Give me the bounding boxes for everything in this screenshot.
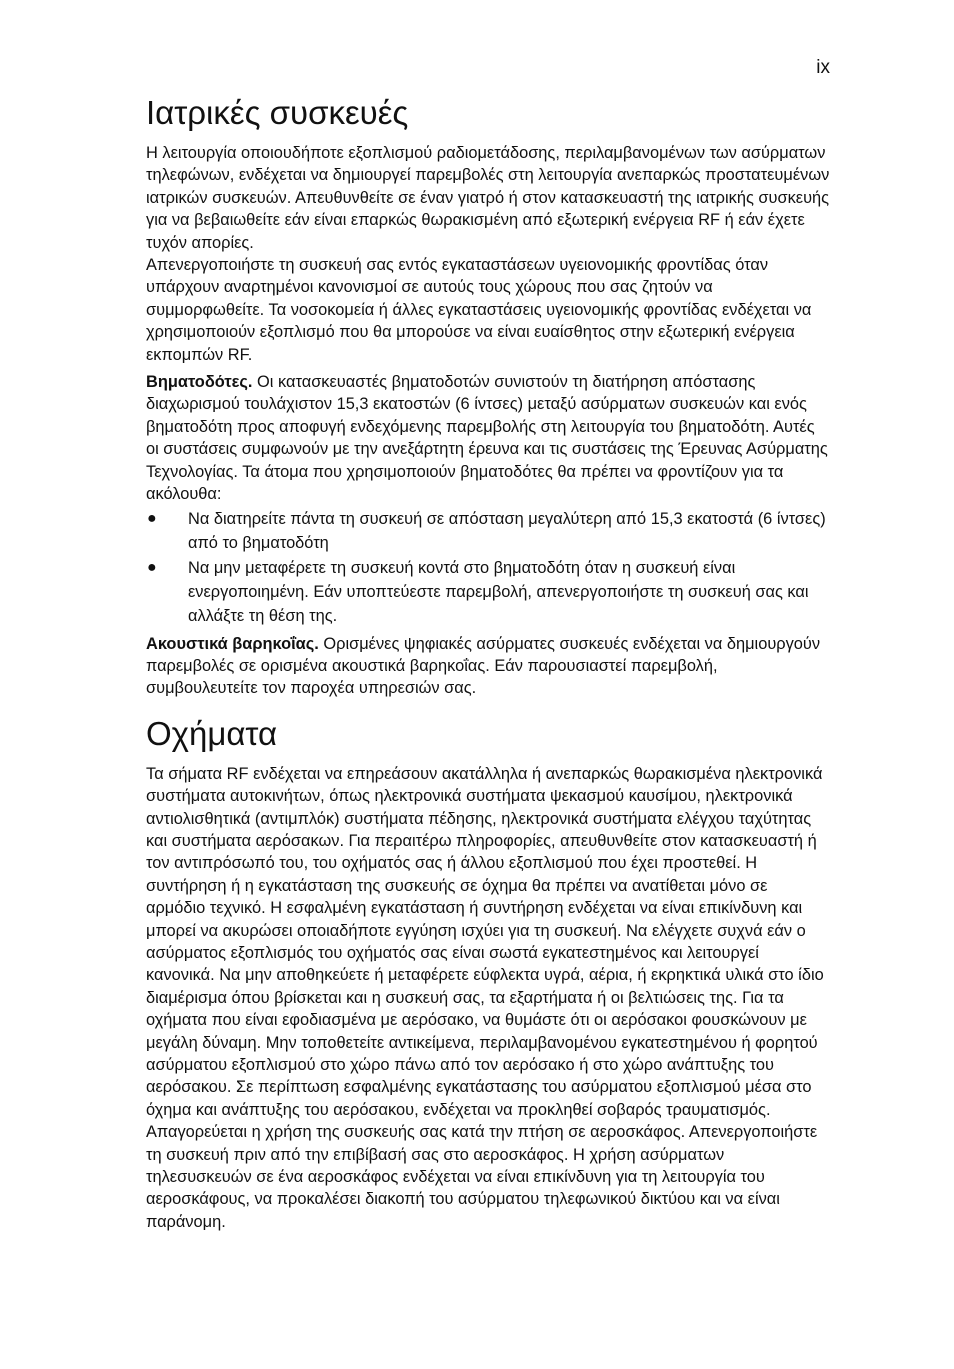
pacemakers-text: Οι κατασκευαστές βηματοδοτών συνιστούν τη διατήρηση απόστασης διαχωρισμού τουλάχιστον 15,3 εκατοστών (6 ίντσες) μεταξύ ασύρματων συσκευών και ενός βηματοδότη προς αποφυγή ενδεχόμενης παρεμβολής στη λειτουργία του βηματοδότη. Αυτές οι συστάσεις συμφωνούν με την ανεξάρτητη έρευνα και τις συστάσεις της Έρευνας Ασύρματης Τεχνολογίας. Τα άτομα που χρησιμοποιούν βηματοδότες θα πρέπει να φροντίζουν για τα ακόλουθα: xyxy=(146,373,828,504)
hearing-aids-lead: Ακουστικά βαρηκοΐας. xyxy=(146,634,319,653)
bullet-text: Να μην μεταφέρετε τη συσκευή κοντά στο βηματοδότη όταν η συσκευή είναι ενεργοποιημένη. Εάν υποπτεύεστε παρεμβολή, απενεργοποιήστε τη συσκευή σας και αλλάξτε τη θέση της. xyxy=(188,558,809,625)
document-body xyxy=(146,93,831,1233)
vehicles-paragraph: Τα σήματα RF ενδέχεται να επηρεάσουν ακατάλληλα ή ανεπαρκώς θωρακισμένα ηλεκτρονικά συστήματα αυτοκινήτων, όπως ηλεκτρονικά συστήματα ψεκασμού καυσίμου, ηλεκτρονικά αντιολισθητικά (αντιμπλόκ) συστήματα πέδησης, ηλεκτρονικά συστήματα ελέγχου ταχύτητας και συστήματα αερόσακων. Για περαιτέρω πληροφορίες, απευθυνθείτε στον κατασκευαστή ή τον αντιπρόσωπό του, του οχήματός σας ή άλλου εξοπλισμού που έχει προστεθεί. Η συντήρηση ή η εγκατάσταση της συσκευής σε όχημα θα πρέπει να ανατίθεται μόνο σε αρμόδιο τεχνικό. Η εσφαλμένη εγκατάσταση ή συντήρηση ενδέχεται να είναι επικίνδυνη και μπορεί να ακυρώσει οποιαδήποτε εγγύηση ισχύει για τη συσκευή. Να ελέγχετε συχνά εάν ο ασύρματος εξοπλισμός του οχήματός σας είναι σωστά εγκατεστημένος και λειτουργεί κανονικά. Να μην αποθηκεύετε ή μεταφέρετε εύφλεκτα υγρά, αέρια, ή εκρηκτικά υλικά στο ίδιο διαμέρισμα όπου βρίσκεται και η συσκευή σας, τα εξαρτήματα ή οι βελτιώσεις της. Για τα οχήματα που είναι εφοδιασμένα με αερόσακο, να θυμάστε ότι οι αερόσακοι φουσκώνουν με μεγάλη δύναμη. Μην τοποθετείτε αντικείμενα, περιλαμβανομένου εγκατεστημένου ή φορητού ασύρματου εξοπλισμού στο χώρο πάνω από τον αερόσακο ή στο χώρο ανάπτυξης του αερόσακου. Σε περίπτωση εσφαλμένης εγκατάστασης του ασύρματου εξοπλισμού μέσα στο όχημα και ανάπτυξης του αερόσακου, ενδέχεται να προκληθεί σοβαρός τραυματισμός. xyxy=(146,764,824,1119)
hearing-aids-text: Ορισμένες ψηφιακές ασύρματες συσκευές ενδέχεται να δημιουργούν παρεμβολές σε ορισμένα ακουστικά βαρηκοΐας. Εάν παρουσιαστεί παρεμβολή, συμβουλευτείτε τον παροχέα υπηρεσιών σας. xyxy=(146,634,821,698)
page-number: ix xyxy=(816,57,830,78)
healthcare-facilities-paragraph: Απενεργοποιήστε τη συσκευή σας εντός εγκαταστάσεων υγειονομικής φροντίδας όταν υπάρχουν αναρτημένοι κανονισμοί σε αυτούς τους χώρους που σας ζητούν να συμμορφωθείτε. Τα νοσοκομεία ή άλλες εγκαταστάσεις υγειονομικής φροντίδας ενδέχεται να χρησιμοποιούν εξοπλισμό που θα μπορούσε να είναι ευαίσθητος στην εξωτερική ενέργεια εκπομπών RF. xyxy=(146,256,812,364)
list-item xyxy=(146,507,831,555)
section-title-vehicles: Οχήματα xyxy=(146,714,278,752)
bullet-text: Να διατηρείτε πάντα τη συσκευή σε απόσταση μεγαλύτερη από 15,3 εκατοστά (6 ίντσες) από το βηματοδότη xyxy=(188,509,826,552)
medical-devices-paragraph: Η λειτουργία οποιουδήποτε εξοπλισμού ραδιομετάδοσης, περιλαμβανομένων των ασύρματων τηλεφώνων, ενδέχεται να δημιουργεί παρεμβολές στη λειτουργία ανεπαρκώς προστατευμένων ιατρικών συσκευών. Απευθυνθείτε σε έναν γιατρό ή στον κατασκευαστή της ιατρικής συσκευής για να βεβαιωθείτε εάν είναι επαρκώς θωρακισμένη από εξωτερική ενέργεια RF ή εάν έχετε τυχόν απορίες. xyxy=(146,144,830,252)
list-item xyxy=(146,556,831,628)
pacemakers-lead: Βηματοδότες. xyxy=(146,373,253,392)
pacemaker-bullet-list xyxy=(146,507,831,628)
aircraft-paragraph: Απαγορεύεται η χρήση της συσκευής σας κατά την πτήση σε αεροσκάφος. Απενεργοποιήστε τη συσκευή πριν από την επιβίβασή σας στο αεροσκάφος. Η χρήση ασύρματων τηλεσυσκευών σε ένα αεροσκάφος ενδέχεται να είναι επικίνδυνη για τη λειτουργία του αεροσκάφους, να προκαλέσει διακοπή του ασύρματου τηλεφωνικού δικτύου και να είναι παράνομη. xyxy=(146,1123,818,1231)
bullet-icon: ● xyxy=(147,509,157,527)
section-title-medical-devices: Ιατρικές συσκευές xyxy=(146,94,409,131)
bullet-icon: ● xyxy=(147,558,157,576)
pacemakers-paragraph xyxy=(146,371,831,505)
hearing-aids-paragraph xyxy=(146,633,831,700)
